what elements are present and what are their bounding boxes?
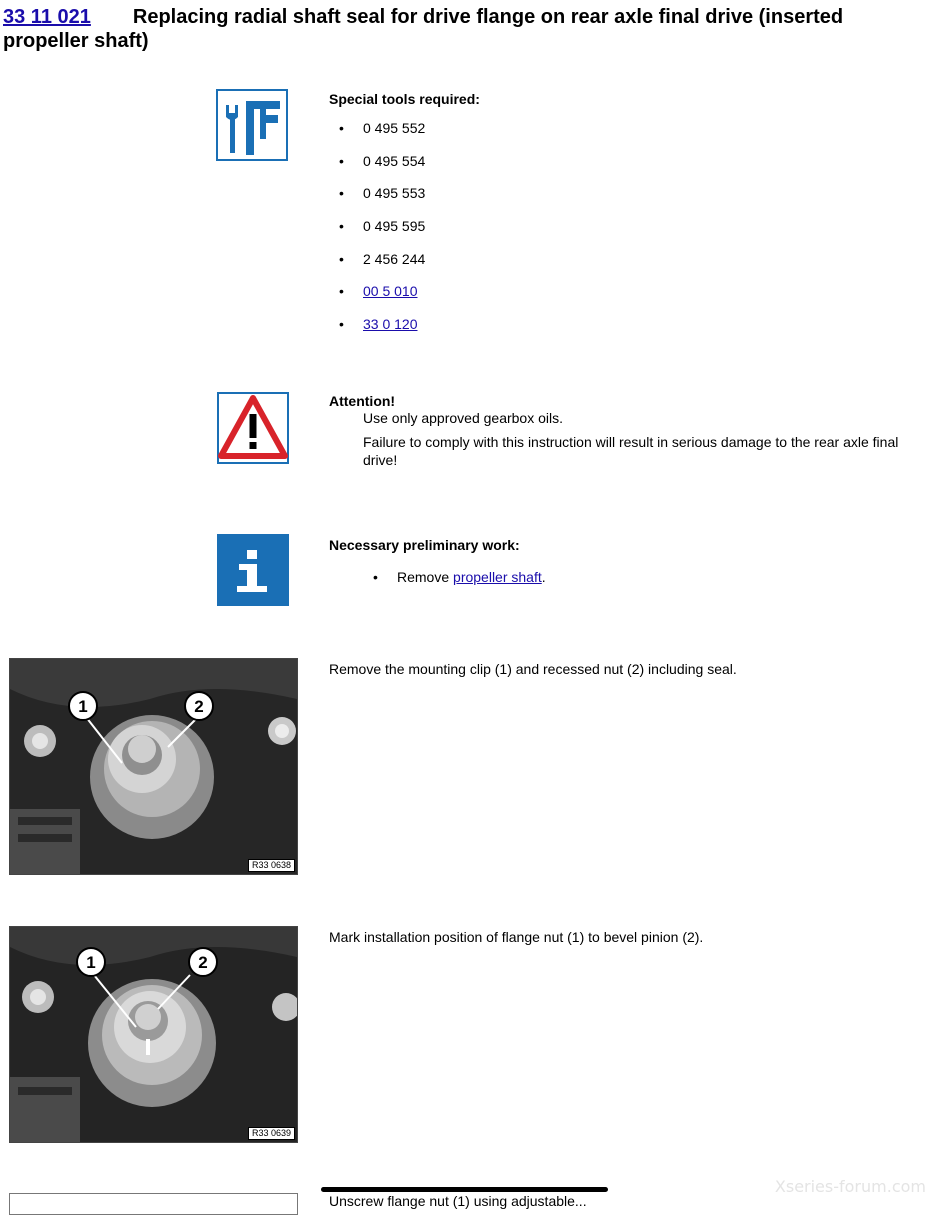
warning-icon [217,392,289,464]
title-code-link[interactable]: 33 11 021 [3,6,91,28]
tool-item [329,151,480,184]
preliminary-suffix: . [541,569,546,585]
tool-number: 0 495 553 [363,185,426,202]
step-3-text: Unscrew flange nut (1) using adjustable... [329,1193,587,1209]
bullet-icon: • [339,250,344,267]
tool-number: 2 456 244 [363,250,426,267]
bullet-icon: • [339,218,344,235]
tool-number: 0 495 554 [363,152,426,169]
step-3-photo [9,1193,298,1215]
tool-item [329,314,480,347]
bullet-icon: • [339,152,344,169]
attention-heading: Attention! [329,393,396,409]
preliminary-work-heading: Necessary preliminary work: [329,537,520,553]
step-2-photo [9,926,298,1143]
callout-2: 2 [194,697,204,716]
info-icon [217,534,289,606]
callout-1: 1 [86,953,96,972]
image-reference: R33 0638 [248,859,295,872]
preliminary-text: Remove [397,569,454,585]
bullet-icon: • [339,185,344,202]
preliminary-work-item [329,569,546,585]
callout-2: 2 [198,953,208,972]
attention-text-2: Failure to comply with this instruction will result in serious damage to the rear axle final drive! [363,434,899,468]
callout-1: 1 [78,697,88,716]
tool-link[interactable]: 00 5 010 [363,283,418,300]
bullet-icon: • [339,283,344,300]
tool-number: 0 495 595 [363,218,426,235]
page-title [3,5,923,53]
attention-section [329,393,924,469]
step-1-text: Remove the mounting clip (1) and recessed nut (2) including seal. [329,661,737,677]
tool-number: 0 495 552 [363,120,426,136]
tool-item [329,216,480,249]
special-tools-icon [216,89,288,161]
special-tools-list [329,118,480,347]
title-text: Replacing radial shaft seal for drive flange on rear axle final drive (inserted propeller shaft) [3,6,844,52]
attention-text-1: Use only approved gearbox oils. [363,410,564,426]
propeller-shaft-link[interactable]: propeller shaft [453,569,542,585]
step-3-bar [321,1187,608,1192]
tool-item [329,249,480,282]
bullet-icon: • [339,316,344,333]
bullet-icon: • [373,569,378,585]
step-2-text: Mark installation position of flange nut (1) to bevel pinion (2). [329,929,704,945]
step-1-photo [9,658,298,875]
bullet-icon: • [339,120,344,136]
image-reference: R33 0639 [248,1127,295,1140]
special-tools-heading: Special tools required: [329,91,480,107]
watermark: Xseries-forum.com [774,1177,926,1196]
tool-item [329,281,480,314]
special-tools-section [329,91,480,347]
tool-item [329,183,480,216]
tool-link[interactable]: 33 0 120 [363,316,418,333]
tool-item [329,118,480,151]
preliminary-work-section [329,537,546,585]
